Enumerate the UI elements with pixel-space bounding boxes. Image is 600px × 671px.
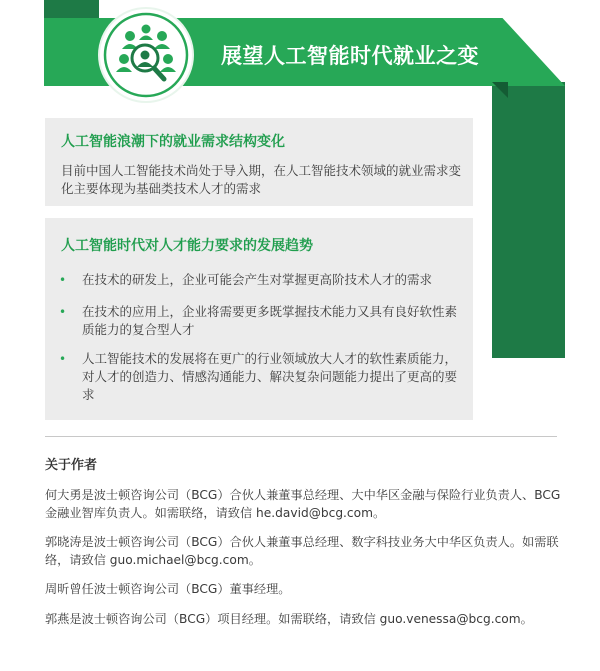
author-paragraph: 郭燕是波士顿咨询公司（BCG）项目经理。如需联络，请致信 guo.venessa@bcg.com。 — [45, 612, 533, 626]
section-talent-trends — [45, 218, 473, 420]
section-demand-structure — [45, 118, 473, 206]
banner-ribbon-fold — [492, 82, 508, 98]
bullet-dot-icon: • — [59, 352, 67, 366]
author-paragraph: 何大勇是波士顿咨询公司（BCG）合伙人兼董事总经理、大中华区金融与保险行业负责人、BCG金融业智库负责人。如需联络，请致信 he.david@bcg.com。 — [45, 488, 561, 520]
people-magnifier-icon — [100, 9, 192, 101]
divider — [45, 436, 557, 437]
list-item-text: 在技术的应用上，企业将需要更多既掌握技术能力又具有良好软性素质能力的复合型人才 — [82, 304, 458, 337]
section-title: 人工智能浪潮下的就业需求结构变化 — [61, 134, 285, 150]
page-title: 展望人工智能时代就业之变 — [221, 44, 479, 68]
bullet-dot-icon: • — [59, 305, 67, 319]
author-paragraph: 周昕曾任波士顿咨询公司（BCG）董事经理。 — [45, 582, 291, 596]
list-item-text: 人工智能技术的发展将在更广的行业领域放大人才的软性素质能力，对人才的创造力、情感沟通能力、解决复杂问题能力提出了更高的要求 — [82, 351, 458, 402]
header-badge — [100, 9, 192, 101]
section-title: 人工智能时代对人才能力要求的发展趋势 — [61, 238, 313, 254]
about-heading: 关于作者 — [45, 458, 98, 473]
bullet-dot-icon: • — [59, 273, 67, 287]
list-item-text: 在技术的研发上，企业可能会产生对掌握更高阶技术人才的需求 — [82, 272, 433, 287]
section-body: 目前中国人工智能技术尚处于导入期，在人工智能技术领域的就业需求变化主要体现为基础类技术人才的需求 — [61, 163, 462, 196]
author-paragraph: 郭晓涛是波士顿咨询公司（BCG）合伙人兼董事总经理、数字科技业务大中华区负责人。如需联络，请致信 guo.michael@bcg.com。 — [45, 535, 559, 567]
banner-ribbon-tail — [492, 82, 565, 358]
banner-fold-left — [44, 0, 99, 20]
